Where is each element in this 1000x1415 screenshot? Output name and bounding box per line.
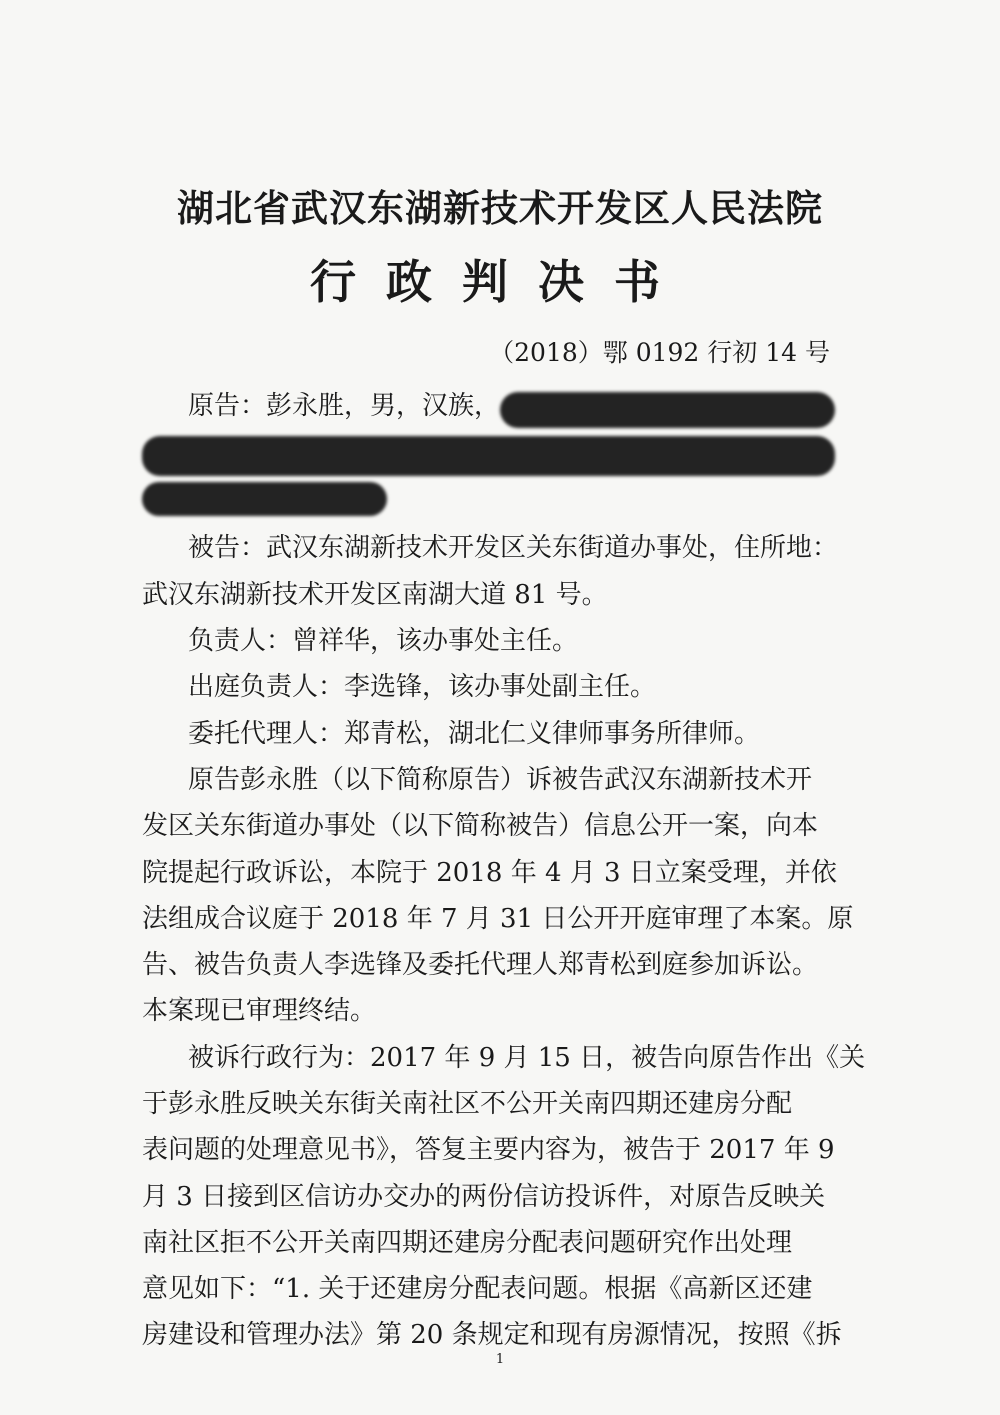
body-line: 原告彭永胜（以下简称原告）诉被告武汉东湖新技术开 xyxy=(188,765,813,795)
body-line: 告、被告负责人李选锋及委托代理人郑青松到庭参加诉讼。 xyxy=(142,950,819,980)
body-line: 南社区拒不公开关南四期还建房分配表问题研究作出处理 xyxy=(142,1228,793,1258)
body-line: 房建设和管理办法》第 20 条规定和现有房源情况，按照《拆 xyxy=(142,1320,842,1350)
case-number: （2018）鄂 0192 行初 14 号 xyxy=(489,338,830,367)
redaction-mark xyxy=(142,482,387,516)
document-type-title: 行政判决书 xyxy=(310,255,690,309)
body-line: 表问题的处理意见书》，答复主要内容为，被告于 2017 年 9 xyxy=(142,1135,835,1165)
body-line: 被诉行政行为：2017 年 9 月 15 日，被告向原告作出《关 xyxy=(188,1043,866,1073)
redaction-mark xyxy=(500,392,835,428)
defendant-line: 被告：武汉东湖新技术开发区关东街道办事处，住所地： xyxy=(188,533,839,563)
body-line: 本案现已审理终结。 xyxy=(142,996,377,1026)
body-line: 院提起行政诉讼，本院于 2018 年 4 月 3 日立案受理，并依 xyxy=(142,858,837,888)
body-line: 发区关东街道办事处（以下简称被告）信息公开一案，向本 xyxy=(142,811,819,841)
responsible-person-line: 负责人：曾祥华，该办事处主任。 xyxy=(188,626,579,656)
court-appearance-line: 出庭负责人：李选锋，该办事处副主任。 xyxy=(188,672,657,702)
body-line: 月 3 日接到区信访办交办的两份信访投诉件，对原告反映关 xyxy=(142,1182,826,1212)
body-line: 于彭永胜反映关东街关南社区不公开关南四期还建房分配 xyxy=(142,1089,793,1119)
defendant-address-line: 武汉东湖新技术开发区南湖大道 81 号。 xyxy=(142,580,608,610)
body-line: 法组成合议庭于 2018 年 7 月 31 日公开开庭审理了本案。原 xyxy=(142,904,854,934)
body-line: 意见如下：“1. 关于还建房分配表问题。根据《高新区还建 xyxy=(142,1274,813,1304)
redaction-mark xyxy=(142,436,835,476)
court-name: 湖北省武汉东湖新技术开发区人民法院 xyxy=(177,187,823,230)
page-number: 1 xyxy=(495,1352,505,1367)
agent-line: 委托代理人：郑青松，湖北仁义律师事务所律师。 xyxy=(188,719,761,749)
plaintiff-line: 原告：彭永胜，男，汉族， xyxy=(188,391,501,421)
